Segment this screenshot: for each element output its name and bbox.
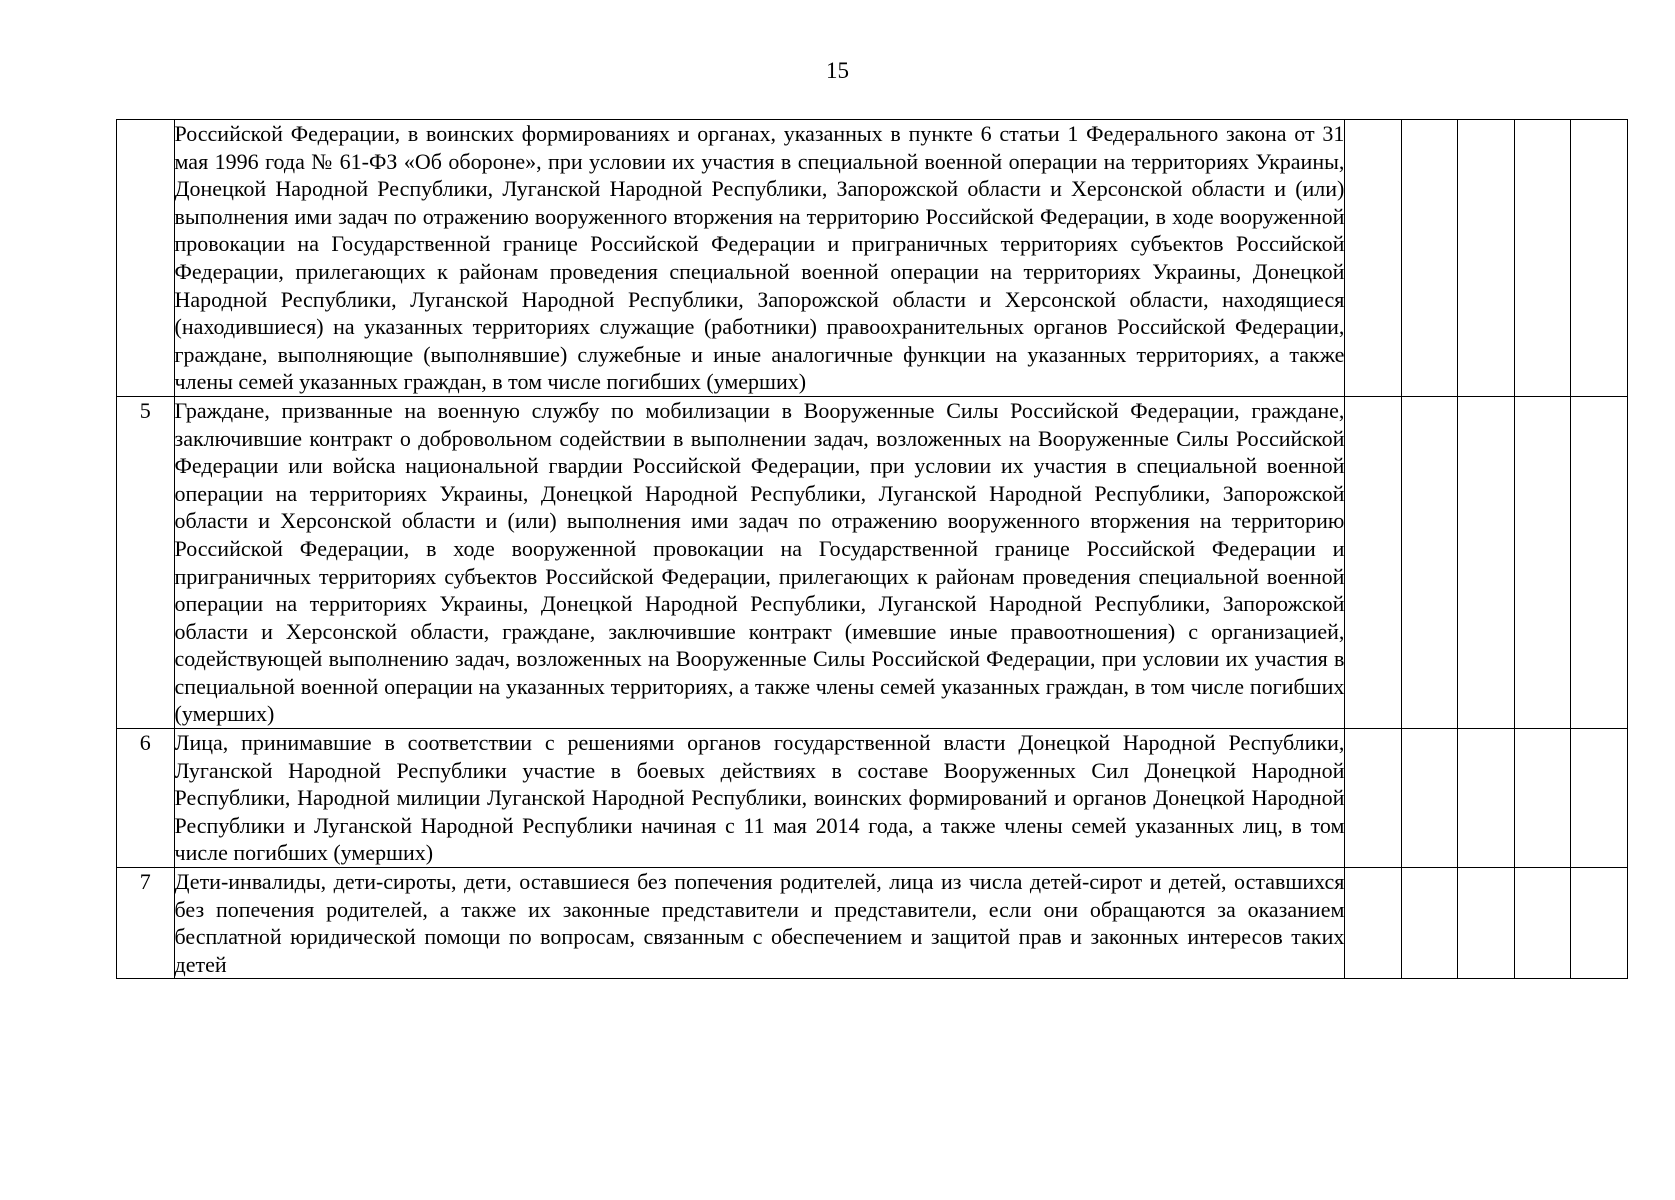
empty-cell [1571, 120, 1628, 397]
empty-cell [1401, 120, 1458, 397]
row-number: 6 [117, 729, 175, 868]
row-text: Дети-инвалиды, дети-сироты, дети, оставшиеся без попечения родителей, лица из числа детей-сирот и детей, оставшихся без попечения родителей, а также их законные представители и представители, если они обращаются за оказанием бесплатной юридической помощи по вопросам, связанным с обеспечением и защитой прав и законных интересов таких детей [174, 869, 1345, 977]
table-row [117, 396, 1628, 728]
table-row [117, 120, 1628, 397]
empty-cell [1401, 868, 1458, 979]
empty-cell [1514, 729, 1571, 868]
empty-cell [1458, 729, 1515, 868]
empty-cell [1571, 868, 1628, 979]
row-text: Лица, принимавшие в соответствии с решениями органов государственной власти Донецкой Народной Республики, Луганской Народной Республики участие в боевых действиях в составе Вооруженных Сил Донецкой Народной Республики, Народной милиции Луганской Народной Республики, воинских формирований и органов Донецкой Народной Республики и Луганской Народной Республики начиная с 11 мая 2014 года, а также члены семей указанных лиц, в том числе погибших (умерших) [174, 730, 1345, 866]
row-text: Граждане, призванные на военную службу по мобилизации в Вооруженные Силы Российской Федерации, граждане, заключившие контракт о добровольном содействии в выполнении задач, возложенных на Вооруженные Силы Российской Федерации или войска национальной гвардии Российской Федерации, при условии их участия в специальной военной операции на территориях Украины, Донецкой Народной Республики, Луганской Народной Республики, Запорожской области и Херсонской области и (или) выполнения ими задач по отражению вооруженного вторжения на территорию Российской Федерации, в ходе вооруженной провокации на Государственной границе Российской Федерации и приграничных территориях субъектов Российской Федерации, прилегающих к районам проведения специальной военной операции на территориях Украины, Донецкой Народной Республики, Луганской Народной Республики, Запорожской области и Херсонской области, граждане, заключившие контракт (имевшие иные правоотношения) с организацией, содействующей выполнению задач, возложенных на Вооруженные Силы Российской Федерации, при условии их участия в специальной военной операции на указанных территориях, а также члены семей указанных граждан, в том числе погибших (умерших) [174, 397, 1345, 727]
table-row [117, 868, 1628, 979]
row-description [174, 120, 1345, 397]
row-description [174, 868, 1345, 979]
empty-cell [1514, 120, 1571, 397]
document-table [116, 119, 1628, 979]
empty-cell [1345, 120, 1402, 397]
row-number: 7 [117, 868, 175, 979]
empty-cell [1458, 868, 1515, 979]
empty-cell [1514, 396, 1571, 728]
empty-cell [1401, 729, 1458, 868]
table-row [117, 729, 1628, 868]
empty-cell [1458, 120, 1515, 397]
empty-cell [1514, 868, 1571, 979]
empty-cell [1571, 729, 1628, 868]
empty-cell [1458, 396, 1515, 728]
empty-cell [1401, 396, 1458, 728]
empty-cell [1345, 396, 1402, 728]
row-description [174, 396, 1345, 728]
empty-cell [1345, 868, 1402, 979]
page-number: 15 [826, 58, 849, 83]
row-description [174, 729, 1345, 868]
row-text: Российской Федерации, в воинских формированиях и органах, указанных в пункте 6 статьи 1 Федерального закона от 31 мая 1996 года № 61-ФЗ «Об обороне», при условии их участия в специальной военной операции на территориях Украины, Донецкой Народной Республики, Луганской Народной Республики, Запорожской области и Херсонской области и (или) выполнения ими задач по отражению вооруженного вторжения на территорию Российской Федерации, в ходе вооруженной провокации на Государственной границе Российской Федерации и приграничных территориях субъектов Российской Федерации, прилегающих к районам проведения специальной военной операции на территориях Украины, Донецкой Народной Республики, Луганской Народной Республики, Запорожской области и Херсонской области, находящиеся (находившиеся) на указанных территориях служащие (работники) правоохранительных органов Российской Федерации, граждане, выполняющие (выполнявшие) служебные и иные аналогичные функции на указанных территориях, а также члены семей указанных граждан, в том числе погибших (умерших) [174, 121, 1345, 395]
empty-cell [1571, 396, 1628, 728]
empty-cell [1345, 729, 1402, 868]
row-number: 5 [117, 396, 175, 728]
row-number [117, 120, 175, 397]
